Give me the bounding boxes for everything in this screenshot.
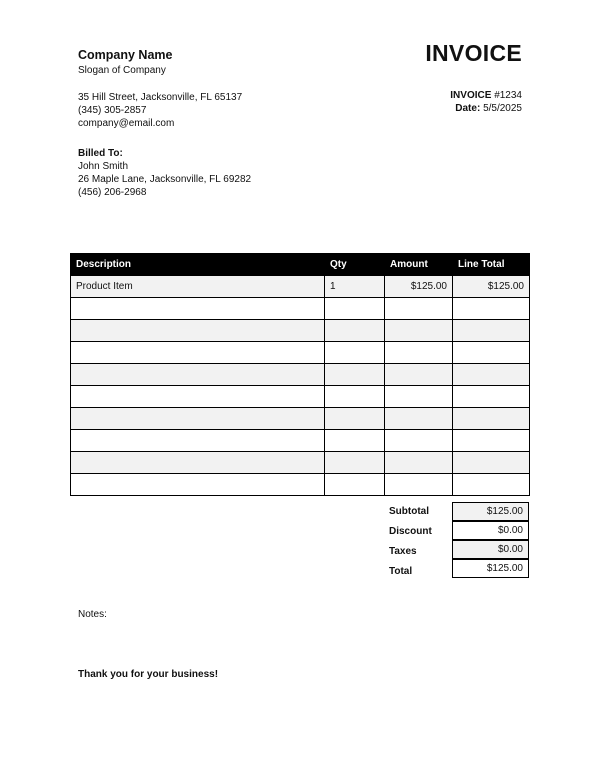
taxes-value: $0.00 [452, 540, 529, 559]
table-row [71, 342, 530, 364]
table-row [71, 386, 530, 408]
cell-description [71, 474, 325, 496]
company-slogan: Slogan of Company [78, 65, 166, 76]
cell-line-total [453, 452, 530, 474]
cell-line-total [453, 364, 530, 386]
cell-line-total [453, 474, 530, 496]
table-row [71, 364, 530, 386]
table-header-row [71, 254, 530, 276]
cell-qty [325, 430, 385, 452]
discount-value: $0.00 [452, 521, 529, 540]
table-row [71, 276, 530, 298]
cell-line-total [453, 430, 530, 452]
cell-qty: 1 [325, 276, 385, 298]
billed-to-label: Billed To: [78, 148, 123, 159]
billed-to-name: John Smith [78, 161, 129, 172]
cell-qty [325, 364, 385, 386]
invoice-date [455, 103, 522, 114]
cell-amount [385, 452, 453, 474]
total-value: $125.00 [452, 559, 529, 578]
cell-qty [325, 386, 385, 408]
table-row [71, 430, 530, 452]
cell-amount [385, 364, 453, 386]
invoice-title: INVOICE [425, 40, 522, 66]
table-row [71, 408, 530, 430]
header-description: Description [71, 254, 325, 276]
company-name: Company Name [78, 48, 173, 62]
subtotal-label: Subtotal [389, 506, 429, 517]
cell-amount [385, 320, 453, 342]
cell-qty [325, 474, 385, 496]
invoice-number-label: INVOICE [450, 90, 492, 101]
cell-description [71, 386, 325, 408]
notes-label: Notes: [78, 609, 107, 620]
header-amount: Amount [385, 254, 453, 276]
invoice-date-label: Date: [455, 103, 481, 114]
cell-amount [385, 342, 453, 364]
cell-amount [385, 430, 453, 452]
cell-qty [325, 342, 385, 364]
cell-line-total [453, 320, 530, 342]
cell-amount [385, 298, 453, 320]
cell-qty [325, 452, 385, 474]
cell-description [71, 452, 325, 474]
table-row [71, 452, 530, 474]
cell-description [71, 320, 325, 342]
cell-amount [385, 408, 453, 430]
total-label: Total [389, 566, 413, 577]
cell-line-total [453, 342, 530, 364]
cell-amount: $125.00 [385, 276, 453, 298]
table-body [71, 276, 530, 496]
header-line-total: Line Total [453, 254, 530, 276]
cell-line-total [453, 386, 530, 408]
cell-description [71, 408, 325, 430]
thank-you-message: Thank you for your business! [78, 669, 219, 680]
cell-description [71, 298, 325, 320]
cell-line-total [453, 298, 530, 320]
cell-qty [325, 408, 385, 430]
discount-label: Discount [389, 526, 432, 537]
invoice-number [450, 90, 522, 101]
cell-qty [325, 320, 385, 342]
invoice-number-value: #1234 [494, 90, 522, 101]
subtotal-value: $125.00 [452, 502, 529, 521]
line-items-table [70, 253, 530, 496]
company-email: company@email.com [78, 118, 175, 129]
cell-description [71, 342, 325, 364]
cell-qty [325, 298, 385, 320]
cell-amount [385, 474, 453, 496]
billed-to-address: 26 Maple Lane, Jacksonville, FL 69282 [78, 174, 252, 185]
cell-description [71, 364, 325, 386]
cell-line-total [453, 408, 530, 430]
billed-to-phone: (456) 206-2968 [78, 187, 147, 198]
table-row [71, 320, 530, 342]
cell-amount [385, 386, 453, 408]
cell-description [71, 430, 325, 452]
cell-line-total: $125.00 [453, 276, 530, 298]
taxes-label: Taxes [389, 546, 417, 557]
company-address: 35 Hill Street, Jacksonville, FL 65137 [78, 92, 243, 103]
company-phone: (345) 305-2857 [78, 105, 147, 116]
invoice-date-value: 5/5/2025 [483, 103, 522, 114]
header-qty: Qty [325, 254, 385, 276]
table-row [71, 298, 530, 320]
table-row [71, 474, 530, 496]
cell-description: Product Item [71, 276, 325, 298]
